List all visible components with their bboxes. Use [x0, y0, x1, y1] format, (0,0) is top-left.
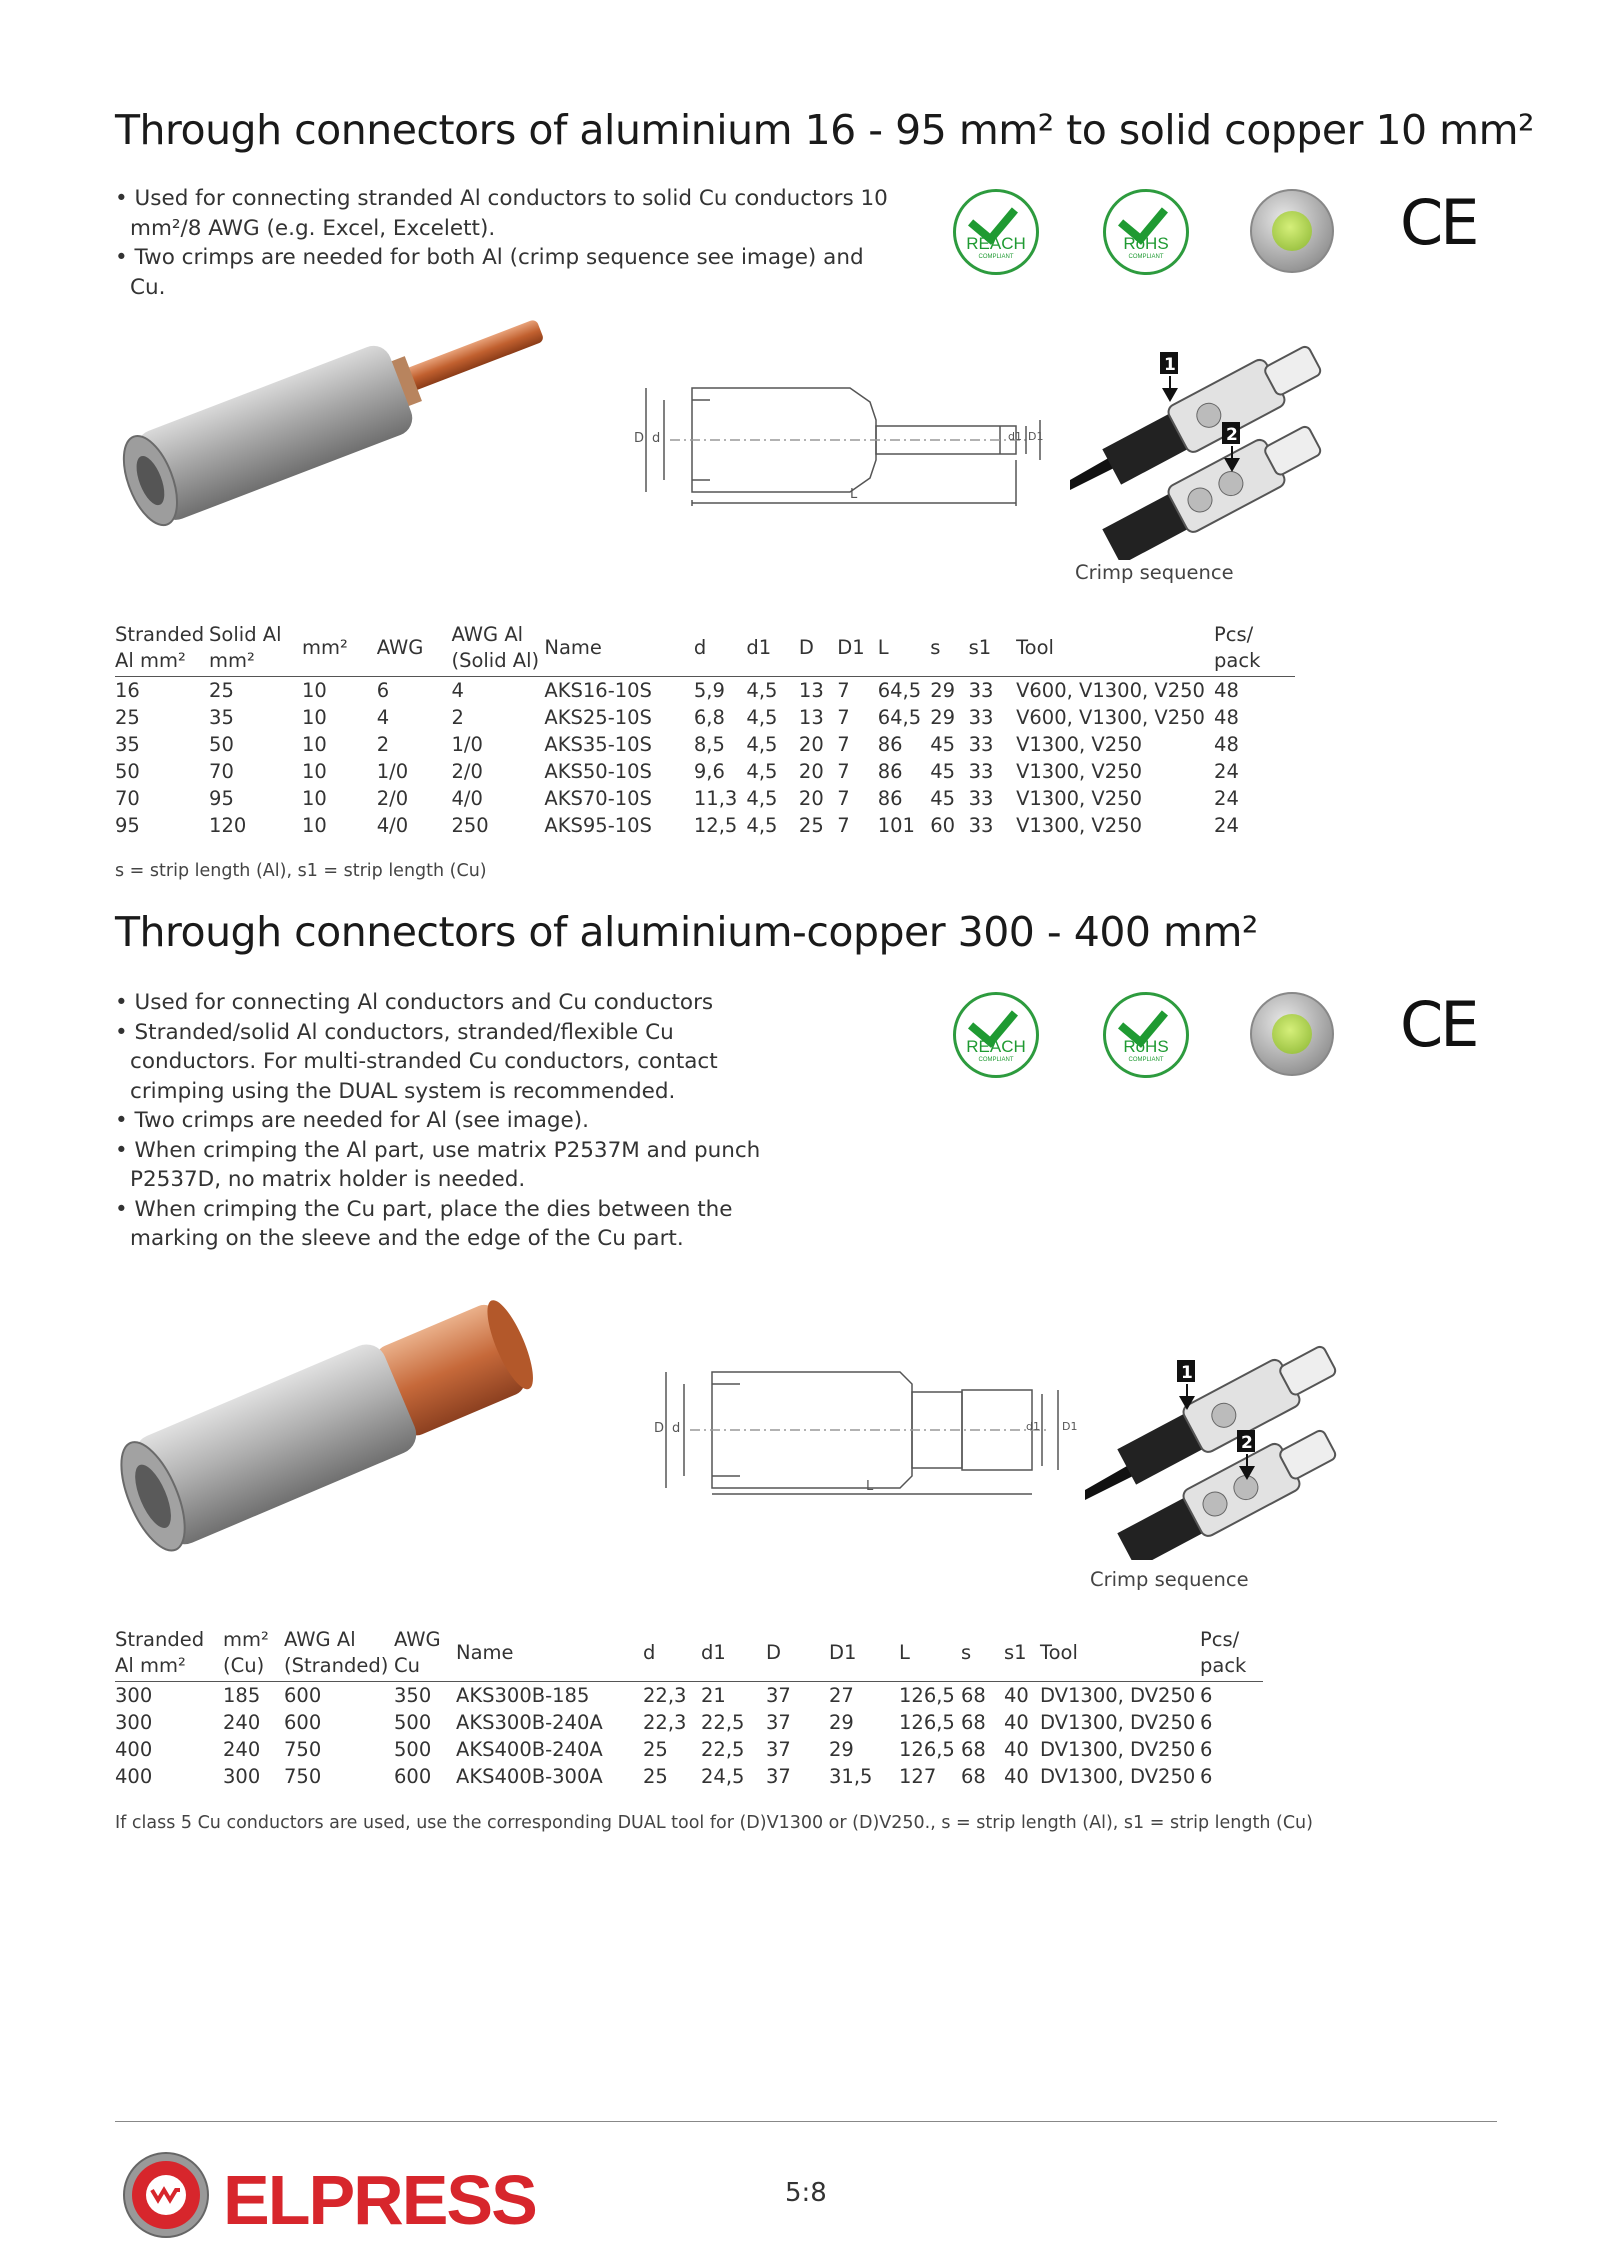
arrow-down-icon — [1162, 376, 1178, 402]
table-cell: 86 — [877, 733, 903, 756]
table-cell: 350 — [394, 1684, 432, 1707]
column-header: D1 — [829, 1641, 857, 1664]
table-cell: 37 — [766, 1711, 791, 1734]
table-cell: 13 — [798, 679, 824, 702]
table-cell: 4/0 — [451, 787, 483, 810]
crimp-sequence-illustration-2 — [1085, 1330, 1355, 1560]
table-cell: 25 — [643, 1738, 668, 1761]
table-cell: 7 — [837, 814, 850, 837]
table-cell: 2 — [376, 733, 390, 756]
rohs-label: RoHS — [1123, 234, 1169, 253]
reach-badge — [953, 189, 1039, 275]
table-cell: 101 — [877, 814, 915, 837]
table-cell: 29 — [829, 1711, 854, 1734]
spec-table-1 — [115, 622, 1295, 839]
certification-seal-icon — [1250, 189, 1334, 273]
table-row — [115, 1682, 1263, 1710]
table-cell: 22,3 — [643, 1711, 687, 1734]
table-cell: 86 — [877, 787, 903, 810]
page-number: 5:8 — [785, 2178, 827, 2208]
table-cell: 10 — [301, 814, 327, 837]
table-cell: 33 — [968, 679, 994, 702]
table-cell: 185 — [223, 1684, 261, 1707]
column-header: s — [930, 636, 941, 659]
table-cell: 70 — [115, 787, 140, 810]
column-header: Stranded Al mm² — [115, 1628, 205, 1677]
crimp-mark-1: 1 — [1181, 1363, 1193, 1383]
column-header: AWG Al (Stranded) — [284, 1628, 389, 1677]
dim-label-D1: D1 — [1028, 430, 1044, 443]
table-row — [115, 758, 1295, 785]
table-cell: 12,5 — [693, 814, 738, 837]
table-cell: 127 — [899, 1765, 937, 1788]
table-cell: 400 — [115, 1765, 153, 1788]
table-cell: AKS35-10S — [544, 733, 652, 756]
table-cell: 13 — [798, 706, 824, 729]
column-header: Name — [544, 636, 602, 659]
table-row — [115, 785, 1295, 812]
table-cell: AKS300B-185 — [456, 1684, 590, 1707]
crimp-mark-2: 2 — [1226, 425, 1238, 445]
table-cell: 6 — [376, 679, 390, 702]
table-cell: 10 — [301, 733, 327, 756]
table-row — [115, 677, 1295, 705]
table-cell: 25 — [209, 679, 234, 702]
table-cell: 2/0 — [376, 787, 409, 810]
reach-sub-label: COMPLIANT — [978, 254, 1014, 260]
crimp-caption-1: Crimp sequence — [1075, 561, 1234, 584]
table-row — [115, 731, 1295, 758]
column-header: d1 — [746, 636, 772, 659]
table-cell: 8,5 — [693, 733, 725, 756]
table-cell: 126,5 — [899, 1738, 955, 1761]
certification-seal-icon — [1250, 992, 1334, 1076]
reach-label: REACH — [966, 234, 1026, 253]
table-cell: 50 — [115, 760, 140, 783]
table-cell: 6,8 — [693, 706, 725, 729]
table-cell: V1300, V250 — [1016, 787, 1142, 810]
rohs-sub-label: COMPLIANT — [1128, 1057, 1164, 1063]
table-cell: 22,3 — [643, 1684, 687, 1707]
table-cell: 1/0 — [376, 760, 409, 783]
table-cell: 37 — [766, 1738, 791, 1761]
column-header: mm² (Cu) — [223, 1628, 269, 1677]
table-cell: 4,5 — [746, 706, 778, 729]
table-cell: 37 — [766, 1684, 791, 1707]
table-cell: 31,5 — [829, 1765, 873, 1788]
dim-label-d1: d1 — [1026, 1420, 1040, 1433]
table-cell: 7 — [837, 733, 850, 756]
column-header: AWG — [376, 636, 424, 659]
table-cell: 4,5 — [746, 787, 778, 810]
product-photo-aks-10s — [110, 300, 590, 540]
table-cell: 64,5 — [877, 679, 922, 702]
table-cell: 500 — [394, 1738, 432, 1761]
section2-bullets — [115, 988, 805, 1254]
dim-label-D1: D1 — [1062, 1420, 1078, 1433]
column-header: L — [877, 636, 889, 659]
table-cell: 11,3 — [693, 787, 738, 810]
table-cell: 750 — [284, 1738, 322, 1761]
crimp-caption-2: Crimp sequence — [1090, 1568, 1249, 1591]
crimp-mark-2: 2 — [1241, 1433, 1253, 1453]
table-cell: 400 — [115, 1738, 153, 1761]
table-cell: 4,5 — [746, 814, 778, 837]
table-cell: 48 — [1214, 733, 1239, 756]
ce-mark: CE — [1400, 988, 1477, 1061]
table-cell: 22,5 — [701, 1711, 745, 1734]
dim-label-d: d — [652, 431, 661, 446]
section1-bullet: • Two crimps are needed for both Al (crimp sequence see image) and Cu. — [115, 243, 895, 302]
table-cell: 86 — [877, 760, 903, 783]
table-cell: AKS70-10S — [544, 787, 652, 810]
table-cell: DV1300, DV250 — [1040, 1684, 1196, 1707]
table-cell: 4 — [376, 706, 390, 729]
table-cell: 24 — [1214, 814, 1239, 837]
column-header: Stranded Al mm² — [115, 623, 205, 672]
column-header: L — [899, 1641, 910, 1664]
crimp-sequence-illustration-1 — [1070, 330, 1340, 560]
table-cell: 750 — [284, 1765, 322, 1788]
brand-wordmark: ELPRESS — [223, 2161, 536, 2239]
table-cell: 48 — [1214, 679, 1239, 702]
table-cell: 240 — [223, 1711, 261, 1734]
table-cell: V1300, V250 — [1016, 760, 1142, 783]
section1-bullet: • Used for connecting stranded Al conductors to solid Cu conductors 10 mm²/8 AWG (e.g. Excel, Excelett). — [115, 184, 895, 243]
table-cell: 10 — [301, 760, 327, 783]
table-cell: 300 — [115, 1684, 153, 1707]
dim-label-D: D — [634, 431, 645, 446]
section2-title: Through connectors of aluminium-copper 300 - 400 mm² — [115, 908, 1258, 956]
table-row — [115, 1763, 1263, 1790]
rohs-badge — [1103, 189, 1189, 275]
column-header: Pcs/ pack — [1214, 623, 1261, 672]
column-header: Tool — [1016, 636, 1054, 659]
column-header: mm² — [301, 636, 348, 659]
reach-sub-label: COMPLIANT — [978, 1057, 1014, 1063]
column-header: D — [766, 1641, 782, 1664]
table-cell: 25 — [115, 706, 140, 729]
column-header: s — [961, 1641, 972, 1664]
table-cell: 45 — [930, 787, 956, 810]
section2-bullet: • Stranded/solid Al conductors, stranded/flexible Cu conductors. For multi-stranded Cu conductors, contact crimping using the DUAL system is recommended. — [115, 1018, 805, 1107]
column-header: d — [643, 1641, 656, 1664]
table-cell: 33 — [968, 814, 994, 837]
table-cell: 6 — [1200, 1684, 1213, 1707]
column-header: AWG Al (Solid Al) — [451, 623, 540, 672]
table-cell: 6 — [1200, 1765, 1213, 1788]
table-cell: 120 — [209, 814, 247, 837]
table-cell: 68 — [961, 1684, 986, 1707]
table-cell: 21 — [701, 1684, 726, 1707]
elpress-logo — [118, 2150, 638, 2240]
table-cell: 33 — [968, 733, 994, 756]
table-cell: 40 — [1004, 1684, 1029, 1707]
table-cell: 70 — [209, 760, 234, 783]
ce-mark: CE — [1400, 186, 1477, 259]
table-cell: AKS16-10S — [544, 679, 652, 702]
section2-bullet: • When crimping the Al part, use matrix P2537M and punch P2537D, no matrix holder is needed. — [115, 1136, 805, 1195]
reach-label: REACH — [966, 1037, 1026, 1056]
table-cell: V600, V1300, V250 — [1016, 706, 1205, 729]
column-header: Name — [456, 1641, 514, 1664]
table-cell: 5,9 — [693, 679, 725, 702]
table-cell: 24,5 — [701, 1765, 745, 1788]
table-cell: DV1300, DV250 — [1040, 1711, 1196, 1734]
table-cell: 20 — [798, 733, 824, 756]
rohs-label: RoHS — [1123, 1037, 1169, 1056]
table-cell: 29 — [930, 679, 956, 702]
table-cell: 95 — [115, 814, 140, 837]
table-cell: AKS400B-300A — [456, 1765, 603, 1788]
section2-bullet: • When crimping the Cu part, place the dies between the marking on the sleeve and the edge of the Cu part. — [115, 1195, 805, 1254]
table-row — [115, 704, 1295, 731]
table-header-row — [115, 622, 1295, 677]
table-cell: 10 — [301, 787, 327, 810]
column-header: D — [798, 636, 814, 659]
table-cell: 600 — [394, 1765, 432, 1788]
table-cell: 7 — [837, 679, 850, 702]
technical-drawing-aks-b — [650, 1360, 1080, 1500]
column-header: d1 — [701, 1641, 726, 1664]
product-photo-aks-b — [110, 1280, 570, 1580]
table-cell: 33 — [968, 787, 994, 810]
table-cell: 7 — [837, 787, 850, 810]
table-cell: AKS95-10S — [544, 814, 652, 837]
rohs-badge — [1103, 992, 1189, 1078]
dim-label-L: L — [850, 487, 858, 502]
table-cell: 24 — [1214, 760, 1239, 783]
table-cell: 40 — [1004, 1711, 1029, 1734]
table-cell: 10 — [301, 679, 327, 702]
table-cell: 40 — [1004, 1765, 1029, 1788]
table-row — [115, 1709, 1263, 1736]
table-cell: 9,6 — [693, 760, 725, 783]
table-cell: 33 — [968, 706, 994, 729]
table-cell: 4,5 — [746, 733, 778, 756]
table-cell: AKS400B-240A — [456, 1738, 603, 1761]
column-header: Solid Al mm² — [209, 623, 282, 672]
table-cell: 35 — [115, 733, 140, 756]
table-cell: 29 — [930, 706, 956, 729]
table-cell: 29 — [829, 1738, 854, 1761]
footer-divider — [115, 2121, 1497, 2122]
table-cell: 126,5 — [899, 1684, 955, 1707]
column-header: Pcs/ pack — [1200, 1628, 1247, 1677]
table-cell: 16 — [115, 679, 140, 702]
table-cell: 7 — [837, 760, 850, 783]
rohs-sub-label: COMPLIANT — [1128, 254, 1164, 260]
table-cell: 600 — [284, 1684, 322, 1707]
table-cell: 37 — [766, 1765, 791, 1788]
technical-drawing-aks-10s — [630, 370, 1050, 510]
section2-bullet: • Used for connecting Al conductors and Cu conductors — [115, 988, 805, 1018]
table-cell: 25 — [643, 1765, 668, 1788]
table-header-row — [115, 1627, 1263, 1682]
table-cell: 6 — [1200, 1738, 1213, 1761]
spec-table-2 — [115, 1627, 1263, 1790]
table-cell: 4/0 — [376, 814, 409, 837]
dim-label-d1: d1 — [1008, 430, 1022, 443]
dim-label-D: D — [654, 1421, 665, 1436]
table-cell: 2/0 — [451, 760, 483, 783]
table-cell: 7 — [837, 706, 850, 729]
table-cell: 68 — [961, 1738, 986, 1761]
column-header: s1 — [1004, 1641, 1027, 1664]
table-cell: 95 — [209, 787, 234, 810]
table-cell: 45 — [930, 760, 956, 783]
column-header: Tool — [1040, 1641, 1078, 1664]
table-cell: 60 — [930, 814, 956, 837]
table-cell: 6 — [1200, 1711, 1213, 1734]
table-cell: 50 — [209, 733, 234, 756]
table-cell: 4,5 — [746, 679, 778, 702]
table-cell: AKS300B-240A — [456, 1711, 603, 1734]
table-cell: 68 — [961, 1765, 986, 1788]
column-header: s1 — [968, 636, 992, 659]
table-cell: 10 — [301, 706, 327, 729]
table-cell: 25 — [798, 814, 824, 837]
table-cell: 35 — [209, 706, 234, 729]
table-cell: DV1300, DV250 — [1040, 1765, 1196, 1788]
table-cell: 40 — [1004, 1738, 1029, 1761]
table-row — [115, 1736, 1263, 1763]
column-header: D1 — [837, 636, 865, 659]
table-cell: 600 — [284, 1711, 322, 1734]
dim-label-L: L — [866, 1479, 874, 1494]
section2-bullet: • Two crimps are needed for Al (see image). — [115, 1106, 805, 1136]
table-cell: V1300, V250 — [1016, 733, 1142, 756]
table-cell: 240 — [223, 1738, 261, 1761]
section1-bullets — [115, 184, 895, 302]
table-cell: 300 — [223, 1765, 261, 1788]
table-cell: 500 — [394, 1711, 432, 1734]
table-cell: 45 — [930, 733, 956, 756]
table-cell: AKS25-10S — [544, 706, 652, 729]
dim-label-d: d — [672, 1421, 681, 1436]
table-cell: V600, V1300, V250 — [1016, 679, 1205, 702]
table-cell: 1/0 — [451, 733, 483, 756]
table-cell: V1300, V250 — [1016, 814, 1142, 837]
table-cell: AKS50-10S — [544, 760, 652, 783]
table-cell: 22,5 — [701, 1738, 745, 1761]
table-cell: 300 — [115, 1711, 153, 1734]
table-cell: 33 — [968, 760, 994, 783]
table-cell: 20 — [798, 787, 824, 810]
crimp-mark-1: 1 — [1164, 355, 1176, 375]
column-header: d — [693, 636, 707, 659]
section1-title: Through connectors of aluminium 16 - 95 mm² to solid copper 10 mm² — [115, 106, 1534, 154]
table-cell: 2 — [451, 706, 464, 729]
table-cell: 20 — [798, 760, 824, 783]
table-cell: 4 — [451, 679, 464, 702]
table-cell: 4,5 — [746, 760, 778, 783]
table-cell: 126,5 — [899, 1711, 955, 1734]
table-cell: 250 — [451, 814, 489, 837]
table-cell: DV1300, DV250 — [1040, 1738, 1196, 1761]
table-cell: 48 — [1214, 706, 1239, 729]
table-cell: 68 — [961, 1711, 986, 1734]
table-cell: 27 — [829, 1684, 854, 1707]
table-cell: 24 — [1214, 787, 1239, 810]
section2-note: If class 5 Cu conductors are used, use the corresponding DUAL tool for (D)V1300 or (D)V250., s = strip length (Al), s1 = strip length (Cu) — [115, 1813, 1313, 1833]
reach-badge — [953, 992, 1039, 1078]
column-header: AWG Cu — [394, 1628, 441, 1677]
table-row — [115, 812, 1295, 839]
table-cell: 64,5 — [877, 706, 922, 729]
section1-note: s = strip length (Al), s1 = strip length (Cu) — [115, 861, 487, 881]
